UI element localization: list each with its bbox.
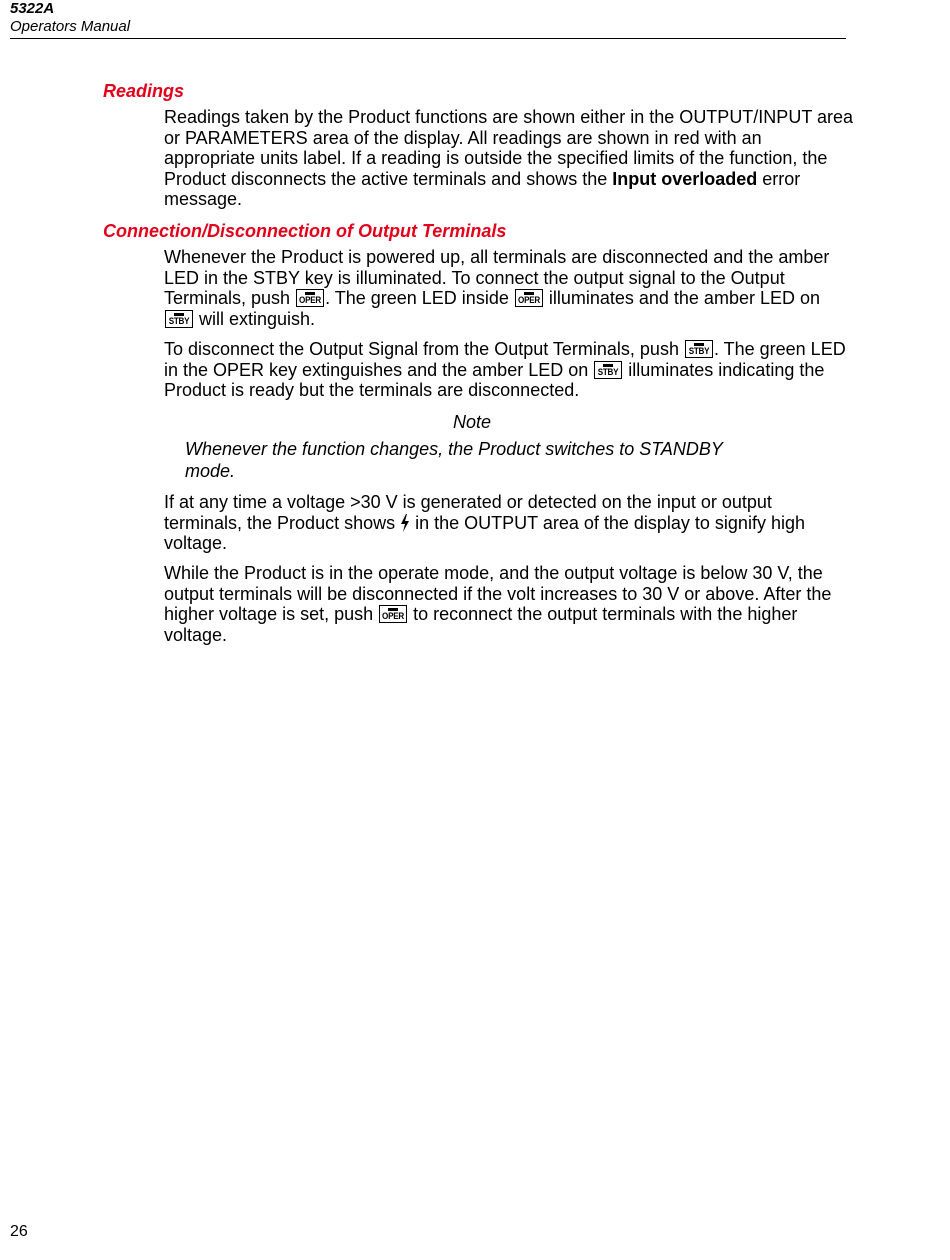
connection-text-1b: . The green LED inside — [325, 288, 514, 309]
oper-key-label: OPER — [382, 611, 405, 622]
connection-text-3b: in the OUTPUT area of the display to signify high voltage. — [164, 512, 805, 554]
readings-text-end: error message. — [164, 168, 801, 210]
oper-key-icon — [515, 289, 543, 307]
connection-text-4a: While the Product is in the operate mode, and the output voltage is below 30 V, the output terminals will be disconnected if the volt increases to 30 V or above. After the higher voltage is set, push — [164, 563, 832, 625]
connection-text-2c: illuminates indicating the Product is ready but the terminals are disconnected. — [164, 359, 825, 401]
readings-paragraph — [164, 107, 854, 210]
page-header — [10, 0, 846, 39]
connection-text-2a: To disconnect the Output Signal from the Output Terminals, push — [164, 339, 684, 359]
stby-key-label: STBY — [688, 346, 710, 356]
stby-key-icon — [594, 361, 622, 379]
connection-text-1a: Whenever the Product is powered up, all terminals are disconnected and the amber LED in the STBY key is illuminated. To connect the output signal to the Output Terminals, push — [164, 247, 830, 309]
connection-paragraph-2 — [164, 339, 854, 401]
connection-paragraph-1 — [164, 247, 854, 329]
stby-key-icon — [685, 340, 713, 358]
page-number: 26 — [10, 1223, 28, 1240]
connection-text-1c: illuminates and the amber LED on — [543, 288, 820, 309]
connection-text-3a: If at any time a voltage >30 V is generated or detected on the input or output terminals, the Product shows — [164, 492, 772, 533]
heading-readings: Readings — [103, 81, 185, 101]
input-overloaded-text: Input overloaded — [612, 168, 758, 189]
readings-text: Readings taken by the Product functions are shown either in the OUTPUT/INPUT area or PARAMETERS area of the display. All readings are shown in red with an appropriate units label. If a reading is outside the specified limits of the function, the Product disconnects the active terminals and shows the — [164, 107, 854, 189]
heading-connection: Connection/Disconnection of Output Terminals — [103, 221, 507, 241]
connection-paragraph-4 — [164, 563, 854, 645]
stby-key-icon — [165, 310, 193, 328]
oper-key-label: OPER — [517, 295, 540, 306]
manual-title: Operators Manual — [10, 18, 131, 35]
connection-paragraph-3 — [164, 492, 854, 554]
oper-key-icon — [379, 605, 407, 623]
stby-key-label: STBY — [597, 366, 619, 377]
connection-text-1d: will extinguish. — [194, 308, 316, 329]
connection-text-2b: . The green LED in the OPER key extinguishes and the amber LED on — [164, 339, 846, 380]
model-name: 5322A — [10, 0, 55, 17]
oper-key-label: OPER — [299, 295, 322, 306]
high-voltage-icon — [400, 514, 410, 532]
stby-key-label: STBY — [168, 315, 190, 326]
note-text: Whenever the function changes, the Product switches to STANDBY mode. — [185, 439, 723, 481]
note-title: Note — [452, 412, 492, 432]
connection-text-4b: to reconnect the output terminals with the higher voltage. — [164, 604, 798, 645]
oper-key-icon — [296, 289, 324, 307]
